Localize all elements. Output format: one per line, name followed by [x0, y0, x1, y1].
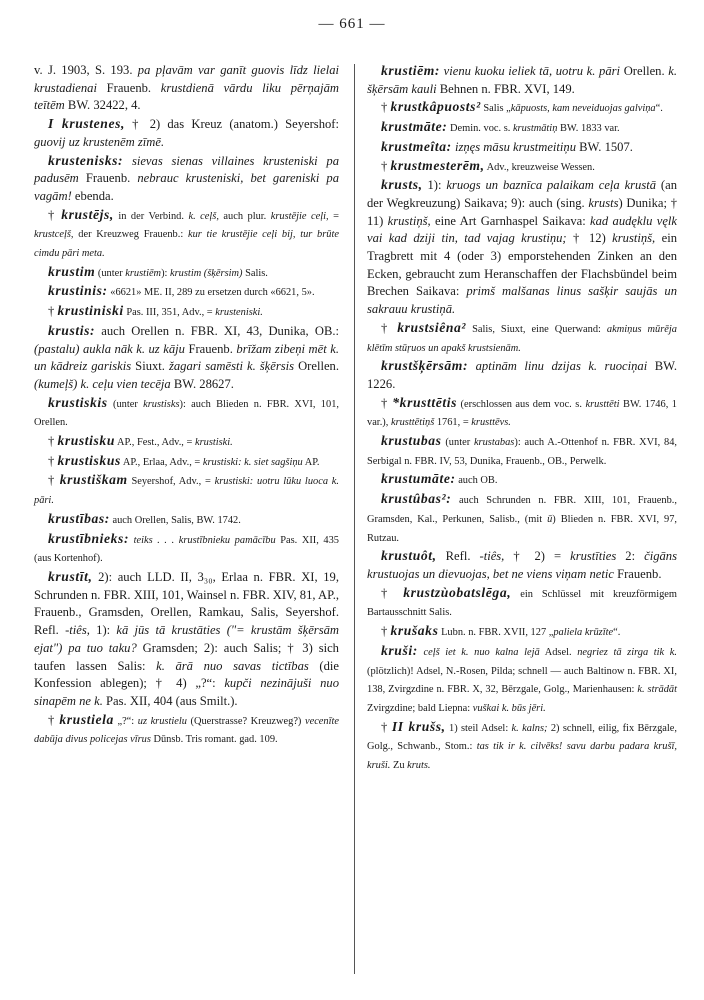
entry-text: eine Art Garnhaspel Saikava: [430, 213, 591, 228]
dictionary-entry [367, 138, 677, 157]
dictionary-entry [34, 206, 339, 263]
entry-headword: krušaks [390, 623, 439, 639]
entry-text: † [381, 100, 391, 115]
entry-text: aptinām linu dzijas k. ruociņai [468, 359, 648, 374]
entry-headword: krustiskus [57, 452, 121, 468]
dictionary-entry [367, 718, 677, 775]
entry-text: -tiês, [479, 549, 505, 564]
entry-text: BW. 1226. [367, 359, 677, 391]
entry-text: nebrauc krusteniski, bet gareniski pa vagām! [34, 171, 339, 203]
dictionary-entry [34, 394, 339, 432]
entry-headword: krustšķērsām: [381, 358, 469, 374]
entry-text: BW. 1746, 1 var.), [367, 398, 677, 429]
entry-text: † [48, 304, 58, 319]
dictionary-entry [34, 263, 339, 283]
entry-text: žagari samēsti k. šķērsis [168, 359, 295, 374]
entry-headword: kruši: [381, 642, 418, 658]
entry-text: Seyershof, Adv., = [127, 476, 215, 488]
entry-text: Zvirgzdine; bald Liepna: [367, 702, 473, 714]
dictionary-entry [367, 490, 677, 547]
entry-headword: krustiēm: [381, 63, 441, 78]
entry-text: guovij uz krustenēm zīmē. [34, 134, 165, 149]
entry-headword: krustiela [59, 711, 114, 727]
entry-text: krustiski. [194, 437, 233, 449]
entry-text: krusts [588, 195, 619, 210]
entry-headword: krustiškam [59, 472, 128, 488]
entry-headword: krustubas [381, 433, 442, 449]
entry-text: AP., Erlaa, Adv., = [120, 456, 203, 468]
entry-text: krustiski: uotru lūku luoca k. pāri. [34, 476, 339, 507]
entry-text: pa pļavām var ganīt guovis līdz lielai krustadienai [34, 63, 339, 95]
entry-headword: krustuôt, [381, 548, 437, 564]
entry-text: krustisks [143, 398, 180, 410]
entry-text: (unter [107, 398, 144, 410]
entry-text: ebenda. [71, 188, 114, 203]
entry-text: Pas. III, 351, Adv., = [123, 307, 216, 319]
entry-text: “. [655, 103, 663, 115]
entry-text: ceļš iet k. nuo kalna lejā [417, 646, 540, 658]
entry-text: k. kalns; [511, 722, 548, 734]
entry-text: «6621» ME. II, 289 zu ersetzen durch «6621, 5». [107, 287, 315, 299]
dictionary-entry [367, 176, 677, 319]
dictionary-entry [367, 622, 677, 642]
entry-text: v. J. 1903, S. 193. [34, 63, 138, 77]
entry-headword: krustenisks: [48, 152, 124, 168]
dictionary-entry [34, 302, 339, 322]
entry-text: 1): [89, 623, 117, 638]
entry-text: † [381, 585, 404, 600]
entry-text: brīžam zibeņi mēt k. un kādreiz gariskis [34, 341, 339, 374]
entry-text: † [381, 395, 393, 410]
entry-text: krustim (šķērsim) [170, 267, 243, 279]
entry-text: † 2) das Kreuz (anatom.) Seyershof: [124, 117, 339, 132]
dictionary-entry [367, 157, 677, 177]
entry-text: auch plur. [218, 210, 271, 222]
entry-text: BW. 28627. [170, 376, 234, 391]
entry-text: kāpuosts, kam neveiduojas galviņa [510, 103, 656, 115]
entry-text: Orellen. [294, 359, 340, 374]
right-column [367, 62, 677, 775]
entry-text: (plötzlich)! Adsel, N.-Rosen, Pilda; schnell — auch Baltinow n. FBR. XI, 138, Zvirgzdine n. FBR. X, 32, Bērzgale, Golg., Marienhausen: [367, 665, 677, 696]
entry-text: 2) schnell, eilig, fix Bērzgale, Golg., Schwanb., Stom.: [367, 722, 677, 753]
entry-text: † [48, 434, 58, 449]
entry-text: Salis „ [480, 103, 511, 115]
entry-text: Pas. XII, 404 (aus Smilt.). [102, 693, 238, 708]
entry-text: Zu [390, 760, 408, 772]
entry-text: krustmātiņ [512, 123, 558, 135]
entry-text: † [381, 320, 398, 335]
entry-text: Salis. [242, 267, 268, 279]
entry-text: uz krustielu [137, 715, 187, 727]
entry-text: (kumeļš) k. ceļu vien tecēja [34, 376, 171, 391]
entry-text: kur tie krustējie ceļi bij, tur brūte cimdu pāri meta. [34, 229, 339, 260]
entry-text: in der Verbind. [113, 210, 189, 222]
entry-text: ein Tragbrett mit 4 (oder 3) emporstehenden Zinken an den Ecken, gebraucht zum Heranschaffen der Flachsbündel beim Brechen Saikava: [367, 231, 677, 299]
entry-text: ): [161, 267, 171, 279]
entry-text: Frauenb. [96, 80, 161, 95]
entry-text: † 2) = [504, 549, 571, 564]
page-number: — 661 — [318, 16, 386, 32]
entry-text: ): auch Blieden n. FBR. XVI, 101, Orellen. [34, 398, 339, 429]
entry-text: Frauenb. [184, 341, 237, 356]
entry-text: krustiņš, [612, 231, 656, 246]
entry-text: k. ārā nuo savas tictības [156, 658, 309, 673]
entry-text: kā jūs tā krustāties ("= krustām šķērsām ejat") pa tuo taku? [34, 623, 339, 655]
entry-headword: krustmeîta: [381, 138, 452, 154]
entry-text: BW. 1833 var. [557, 123, 620, 135]
dictionary-entry [34, 322, 339, 394]
entry-headword: krustûbas²: [381, 491, 452, 507]
entry-headword: II krušs, [391, 718, 446, 734]
entry-text: vuškai k. būs jēri. [472, 702, 546, 714]
entry-text: AP., Fest., Adv., = [115, 437, 195, 449]
entry-text: čigāns krustuojas un dievuojas, bet ne viens viņam netic [367, 549, 677, 581]
entry-text: kruts. [407, 760, 431, 772]
entry-text: krustiēm [125, 267, 162, 279]
dictionary-entry [34, 62, 339, 115]
entry-text: Behnen n. FBR. XVI, 149. [436, 81, 575, 96]
entry-text: Gramsden; 2): auch Salis; † 3) sich taufen lassen Salis: [34, 640, 339, 673]
dictionary-entry [34, 530, 339, 568]
entry-text: Frauenb. [78, 171, 138, 186]
entry-headword: krustmesterēm, [390, 157, 485, 173]
entry-text: auch Orellen, Salis, BW. 1742. [109, 514, 241, 526]
entry-text: tas tik ir k. cilvēks! savu darbu padara krušī, kruši. [367, 741, 677, 772]
entry-headword: krustības: [48, 510, 110, 526]
entry-text: (an der Wegkreuzung) Saikava; 9): auch (sing. [367, 178, 678, 210]
dictionary-entry [34, 152, 339, 206]
entry-text: Siuxt. [131, 359, 169, 374]
entry-text: † [381, 158, 391, 173]
entry-text: = [328, 210, 339, 222]
entry-text: teiks . . . krustībnieku pamācību [129, 534, 276, 546]
entry-headword: krustīt, [48, 568, 93, 584]
entry-text: ) Dunika; † 11) [367, 195, 677, 228]
entry-headword: krustzùobatslēga, [403, 584, 512, 600]
entry-text: akmiņus mūrēja klētīm stūŗuos un apakš krustsienām. [367, 323, 677, 354]
entry-headword: krustkâpuosts² [390, 99, 481, 115]
dictionary-entry [34, 510, 339, 530]
entry-text: der Kreuzweg Frauenb.: [73, 229, 188, 241]
entry-text: ū [547, 513, 553, 525]
entry-text: BW. 32422, 4. [64, 98, 141, 113]
entry-headword: krustmāte: [381, 119, 448, 135]
entry-headword: I krustenes, [48, 116, 125, 132]
entry-text: † [48, 712, 60, 727]
entry-text: krustdienā vārdu liku pērņajām teītēm [34, 80, 339, 113]
left-column [34, 62, 339, 749]
dictionary-entry [367, 470, 677, 490]
entry-text: 1761, = [434, 417, 472, 429]
column-divider [354, 64, 355, 974]
entry-text: krusttētiņš [390, 417, 435, 429]
dictionary-entry [34, 432, 339, 452]
entry-text: „?“: [113, 715, 138, 727]
entry-headword: krusts, [381, 177, 423, 193]
entry-text: krustīties [570, 549, 617, 564]
dictionary-entry [367, 642, 677, 718]
entry-text: Adv., kreuzweise Wessen. [484, 161, 595, 173]
entry-text: krusttēti [585, 398, 620, 410]
entry-text: kad audęklu vęlk vai kad dziji tin, tad vajag krustiņu; [367, 213, 677, 246]
dictionary-entry [34, 115, 339, 151]
entry-text: † 12) [566, 231, 613, 246]
entry-headword: krustim [48, 263, 96, 279]
entry-text: (erschlossen aus dem voc. s. [457, 398, 586, 410]
entry-headword: krustējs, [61, 206, 114, 222]
entry-headword: krustsiêna² [397, 319, 467, 335]
entry-headword: krustumāte: [381, 471, 456, 487]
entry-text: k. strādāt [637, 684, 677, 696]
entry-text: † [48, 207, 62, 222]
entry-text: † [48, 453, 58, 468]
entry-text: Demin. voc. s. [447, 123, 513, 135]
entry-text: ) Blieden n. FBR. XVI, 97, Rutzau. [367, 513, 677, 544]
entry-text: 2: [616, 549, 645, 564]
entry-headword: krustisku [57, 433, 115, 449]
entry-text: krusteniski. [215, 307, 263, 319]
entry-text: krusttēvs. [471, 417, 511, 429]
entry-headword: krustis: [48, 322, 96, 338]
entry-text: krustējie ceļi, [270, 210, 329, 222]
entry-text: Pas. XII, 435 (aus Kortenhof). [34, 534, 339, 565]
entry-text: primš malšanas linus sašķir saujās un sakrauu krustiņā. [367, 284, 677, 317]
entry-text: kupči nezinājuši nuo sinapēm ne k. [34, 676, 339, 708]
entry-headword: krustiskis [48, 394, 108, 410]
entry-text: (pastalu) aukla nāk k. uz kāju [34, 341, 185, 356]
entry-text: sievas sienas villaines krusteniski pa padusēm [34, 153, 339, 186]
entry-text: krustiski: k. siet sagšiņu [202, 456, 303, 468]
entry-text: (Querstrasse? Kreuzweg?) [186, 715, 305, 727]
dictionary-entry [367, 319, 677, 357]
entry-text: izņęs māsu krustmeitiņu [451, 139, 576, 154]
entry-text: krustabas [473, 437, 515, 449]
entry-text: Salis, Siuxt, eine Querwand: [466, 323, 607, 335]
dictionary-entry [34, 452, 339, 472]
entry-text: kruogs un baznīca palaikam ceļa krustā [446, 178, 657, 193]
dictionary-entry [367, 394, 677, 432]
entry-text: paliela krūzīte [553, 627, 614, 639]
entry-text: -tiês, [65, 623, 90, 638]
entry-text: vienu kuoku ieliek tā, uotru k. pāri [440, 64, 621, 78]
dictionary-entry [367, 547, 677, 583]
entry-text: negriez tā zirga tik k. [577, 646, 678, 658]
entry-text: k. ceļš, [188, 210, 219, 222]
dictionary-entry [367, 432, 677, 470]
entry-text: k. šķērsām kauli [367, 64, 677, 96]
entry-headword: krustinis: [48, 283, 108, 299]
entry-text: 1) steil Adsel: [445, 722, 512, 734]
entry-text: Adsel. [539, 646, 578, 658]
entry-headword: krustiniski [57, 303, 124, 319]
entry-text: † [381, 624, 391, 639]
entry-text: 1): [422, 178, 447, 193]
dictionary-entry [367, 357, 677, 393]
dictionary-entry [34, 471, 339, 509]
entry-text: ): auch A.-Ottenhof n. FBR. XVI, 84, Serbigal n. FBR. IV, 53, Dunika, Frauenb., OB., Perwelk. [367, 437, 677, 467]
entry-text: 2): auch LLD. II, 3₃₀, Erlaa n. FBR. XI, 19, Schrunden n. FBR. XIII, 101, Wainsel n. FBR. XIV, 81, AP., Frauenb., Gramsden, Orellen, Ramkau, Salis, Seyershof. Refl. [34, 569, 339, 638]
dictionary-entry [34, 568, 339, 711]
entry-text: vecenīte dabūja divus policejas vīrus [34, 715, 339, 746]
entry-text: † [48, 473, 60, 488]
entry-text: krustceļš, [34, 229, 74, 241]
entry-text: AP. [302, 456, 320, 468]
dictionary-entry [367, 584, 677, 622]
entry-text: Lubn. n. FBR. XVII, 127 „ [438, 627, 554, 639]
entry-text: BW. 1507. [576, 139, 633, 154]
entry-headword: krustībnieks: [48, 530, 130, 546]
entry-text: auch Orellen n. FBR. XI, 43, Dunika, OB.: [95, 323, 339, 338]
entry-text: (unter [95, 267, 126, 279]
entry-text: (die Konfession ablegen); † 4) „?“: [34, 658, 339, 691]
entry-text: Dūnsb. Tris romant. gad. 109. [150, 734, 278, 746]
entry-text: Orellen. [620, 64, 669, 78]
entry-text: auch Schrunden n. FBR. XIII, 101, Frauenb., Gramsden, Kal., Perkunen, Salisb., (mit [367, 495, 677, 525]
dictionary-entry [34, 711, 339, 749]
entry-text: auch OB. [455, 475, 498, 487]
entry-headword: *krusttētis [392, 394, 458, 410]
entry-text: krustiņš, [387, 213, 431, 228]
dictionary-entry [367, 118, 677, 138]
dictionary-entry [367, 98, 677, 118]
entry-text: ein Schlüssel mit kreuzförmigem Bartausschnitt Salis. [367, 588, 677, 619]
dictionary-entry [367, 62, 677, 98]
entry-text: Frauenb. [613, 566, 662, 581]
entry-text: “. [613, 627, 621, 639]
dictionary-entry [34, 282, 339, 302]
entry-text: Refl. [436, 549, 480, 564]
entry-text: † [381, 719, 392, 734]
entry-text: (unter [441, 437, 474, 449]
